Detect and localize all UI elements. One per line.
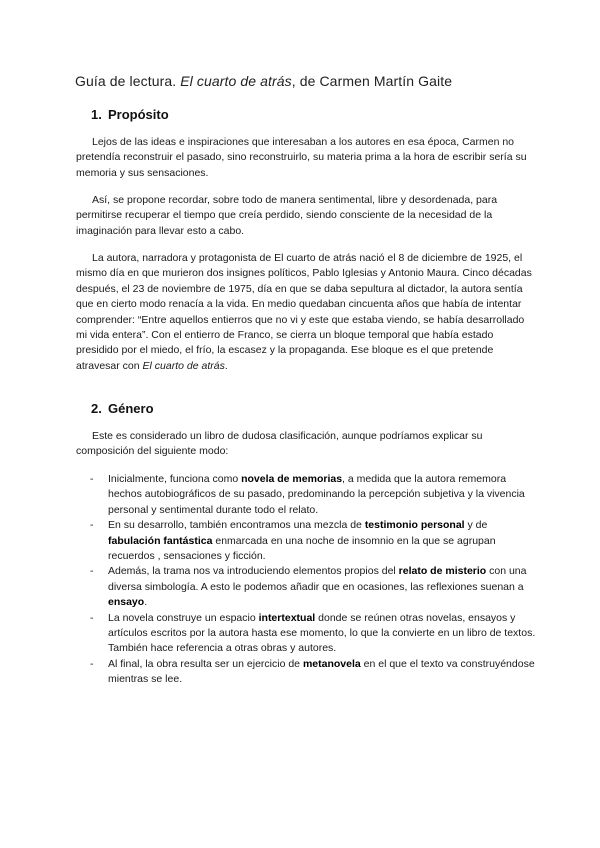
list-item: [90, 518, 540, 564]
section-heading-proposito: [91, 106, 169, 123]
genero-intro: Este es considerado un libro de dudosa clasificación, aunque podríamos explicar su composición del siguiente modo:: [76, 430, 483, 458]
list-dash: -: [90, 565, 94, 578]
section-number: 2.: [91, 401, 102, 416]
item-text: , a medida que la autora rememora hechos autobiográficos de su pasado, predominando la percepción subjetiva y la vivencia personal y sentimental durante todo el relato.: [108, 473, 525, 516]
list-item: [90, 611, 540, 657]
book-title-inline: El cuarto de atrás: [142, 359, 225, 372]
list-item: [90, 564, 540, 610]
item-keyword: ensayo: [108, 596, 145, 609]
list-dash: -: [90, 519, 94, 532]
section-title: Género: [108, 401, 154, 416]
proposito-paragraph-1: Lejos de las ideas e inspiraciones que interesaban a los autores en esa época, Carmen no pretendía reconstruir el pasado, sino reconstruirlo, su materia prima a la hora de escribir sería su memoria y sus sensaciones.: [76, 136, 527, 179]
list-dash: -: [90, 657, 94, 670]
item-keyword: intertextual: [258, 611, 316, 624]
list-dash: -: [90, 473, 94, 485]
item-keyword: fabulación fantástica: [108, 534, 213, 547]
item-text: La novela construye un espacio: [108, 611, 259, 624]
list-item: [90, 472, 540, 518]
title-suffix: , de Carmen Martín Gaite: [291, 73, 453, 89]
title-book: El cuarto de atrás: [180, 73, 292, 89]
paragraph-text: La autora, narradora y protagonista de El cuarto de atrás nació el 8 de diciembre de 1925, el mismo día en que murieron dos insignes políticos, Pablo Iglesias y Antonio Maura. Cinco décadas después, el 23 de noviembre de 1975, día en que se daba sepultura al dictador, la autora sentía que en cierto modo renacía a la vida. En medio quedaban cincuenta años que había de intentar comprender: “Entre aquellos entierros que no vi y este que estaba viendo, se había desarrollado mi vida entera”. Con el entierro de Franco, se cierra un bloque temporal que había estado presidido por el miedo, el frío, la escasez y la propaganda. Ese bloque es el que pretende atravesar con: [76, 252, 532, 372]
item-text: en el que el texto va construyéndose mientras se lee.: [108, 657, 535, 686]
list-dash: -: [90, 611, 94, 624]
section-title: Propósito: [108, 107, 169, 122]
list-item: [90, 657, 540, 688]
section-number: 1.: [91, 107, 102, 122]
item-text: En su desarrollo, también encontramos una mezcla de: [108, 519, 365, 532]
item-text: Al final, la obra resulta ser un ejercicio de: [108, 657, 303, 670]
item-text: con una diversa simbología. A esto le podemos añadir que en ocasiones, las reflexiones suenan a: [108, 565, 527, 593]
proposito-paragraph-3: [76, 251, 536, 374]
item-text: enmarcada en una noche de insomnio en la que se agrupan recuerdos , sensaciones y ficción.: [108, 534, 496, 563]
item-text: donde se reúnen otras novelas, ensayos y artículos escritos por la autora hasta ese momento, lo que la convierte en un libro de textos. También hace referencia a otras obras y autores.: [108, 611, 536, 655]
proposito-paragraph-2: Así, se propone recordar, sobre todo de manera sentimental, libre y desordenada, para permitirse recuperar el tiempo que creía perdido, siendo consciente de la necesidad de la imaginación para llevar esto a cabo.: [76, 194, 498, 237]
item-text: Además, la trama nos va introduciendo elementos propios del: [108, 565, 399, 578]
item-text: Inicialmente, funciona como: [108, 473, 242, 485]
item-text: .: [144, 596, 148, 609]
item-keyword: novela de memorias: [241, 473, 343, 485]
item-keyword: metanovela: [302, 657, 361, 670]
paragraph-end: .: [224, 359, 228, 372]
item-keyword: relato de misterio: [398, 565, 487, 578]
item-keyword: testimonio personal: [364, 519, 465, 532]
genero-list: [90, 472, 540, 688]
item-text: y de: [464, 519, 488, 532]
title-prefix: Guía de lectura.: [75, 73, 181, 89]
section-heading-genero: [91, 400, 154, 417]
document-title: [75, 72, 545, 90]
